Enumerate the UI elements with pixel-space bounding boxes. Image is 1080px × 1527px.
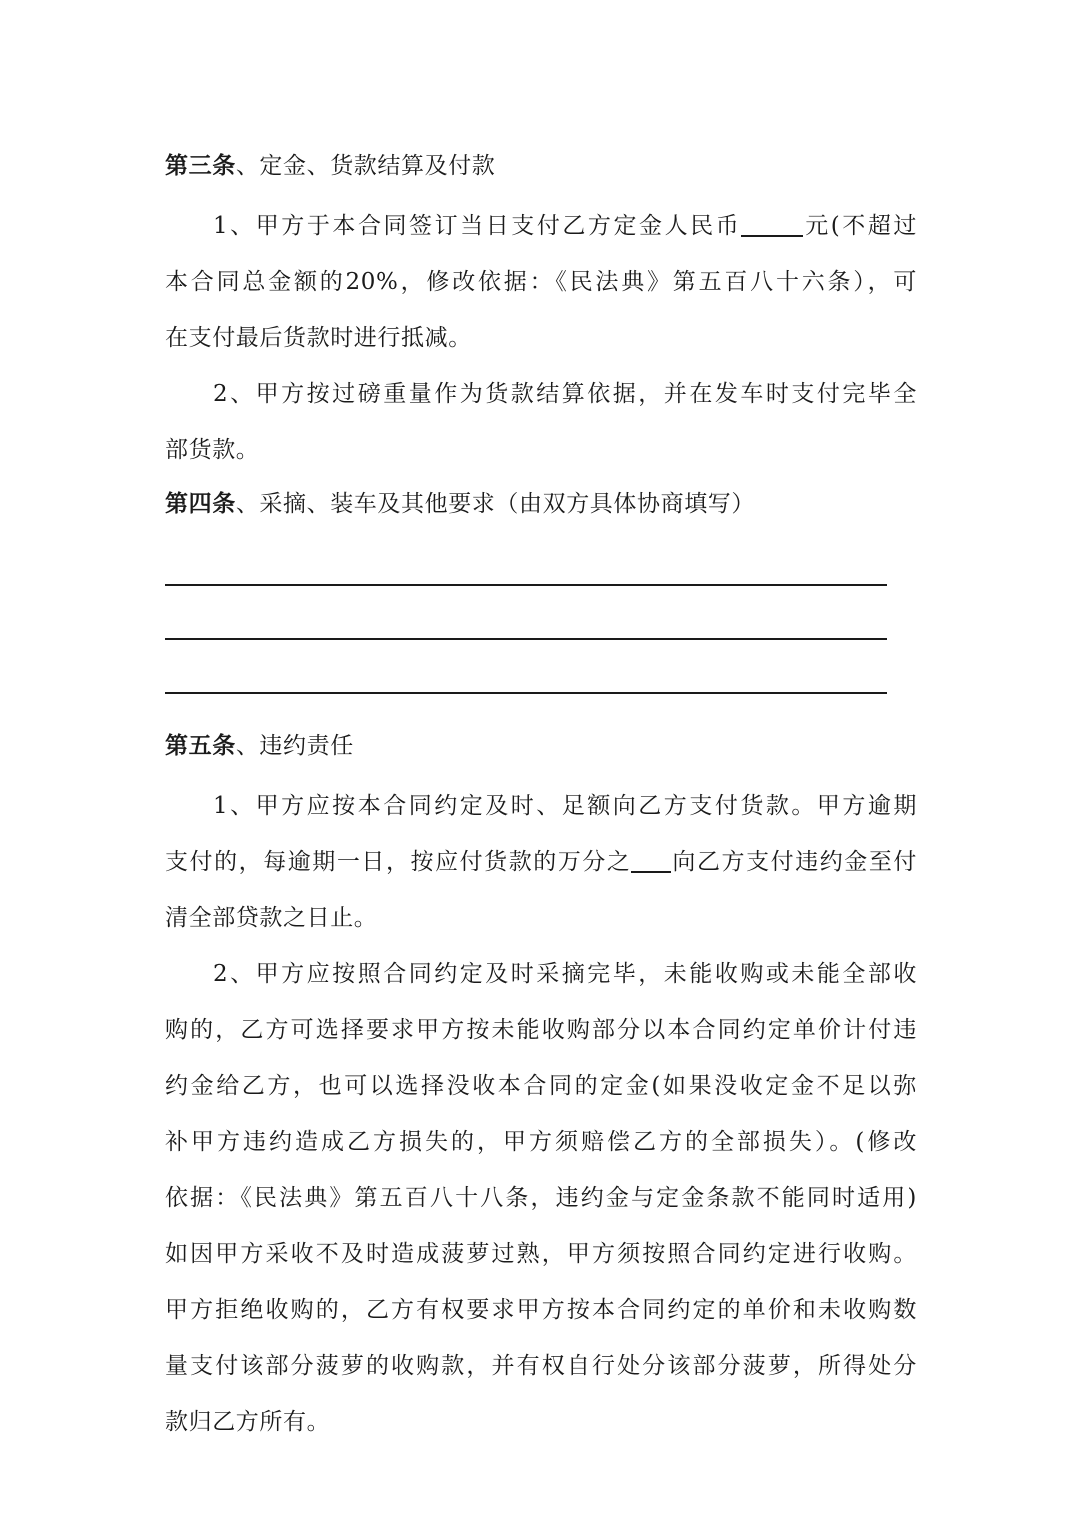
article3-title: 、定金、货款结算及付款 <box>235 153 496 179</box>
article3-p2-line2: 部货款。 <box>165 437 260 463</box>
article3-label: 第三条 <box>165 152 236 179</box>
article5-p2-line6: 如因甲方采收不及时造成菠萝过熟，甲方须按照合同约定进行收购。 <box>165 1241 917 1267</box>
article3-heading <box>165 140 917 192</box>
article5-p1-line1: 1、甲方应按本合同约定及时、足额向乙方支付货款。甲方逾期 <box>213 793 917 819</box>
article4-label: 第四条 <box>165 490 236 517</box>
article5-p2-line8: 量支付该部分菠萝的收购款，并有权自行处分该部分菠萝，所得处分 <box>165 1353 917 1379</box>
penalty-rate-blank <box>631 845 671 873</box>
article5-p2-line1: 2、甲方应按照合同约定及时采摘完毕，未能收购或未能全部收 <box>213 961 917 987</box>
article4-title: 、采摘、装车及其他要求（由双方具体协商填写） <box>235 491 756 517</box>
article5-p1-line2 <box>165 834 917 890</box>
article5-p1-line3: 清全部贷款之日止。 <box>165 905 378 931</box>
fill-line-1 <box>165 532 887 586</box>
fill-line-2 <box>165 586 887 640</box>
article3-p1-text-a: 1、甲方于本合同签订当日支付乙方定金人民币 <box>213 213 742 239</box>
article5-label: 第五条 <box>165 732 236 759</box>
deposit-amount-blank <box>741 209 803 237</box>
contract-page <box>165 140 917 1450</box>
article3-p1-line1 <box>165 198 917 254</box>
article5-p2-line5: 依据：《民法典》第五百八十八条，违约金与定金条款不能同时适用) <box>165 1185 917 1211</box>
article5-p2-line3: 约金给乙方，也可以选择没收本合同的定金(如果没收定金不足以弥 <box>165 1073 917 1099</box>
article5-p2-line2: 购的，乙方可选择要求甲方按未能收购部分以本合同约定单价计付违 <box>165 1017 917 1043</box>
article5-p2-line7: 甲方拒绝收购的，乙方有权要求甲方按本合同约定的单价和未收购数 <box>165 1297 917 1323</box>
article5-heading <box>165 720 917 772</box>
article3-p2-line1: 2、甲方按过磅重量作为货款结算依据，并在发车时支付完毕全 <box>213 381 917 407</box>
article3-p1-line3: 在支付最后货款时进行抵减。 <box>165 325 472 351</box>
article3-p1-line2: 本合同总金额的20%，修改依据：《民法典》第五百八十六条），可 <box>165 269 917 295</box>
fill-line-3 <box>165 640 887 694</box>
article3-p1-text-b: 元(不超过 <box>803 213 917 239</box>
article5-p1-text-a: 支付的，每逾期一日，按应付货款的万分之 <box>165 849 632 875</box>
article4-fill-lines <box>165 532 917 694</box>
article4-heading <box>165 478 917 530</box>
article5-title: 、违约责任 <box>235 733 354 759</box>
article5-p2-line4: 补甲方违约造成乙方损失的，甲方须赔偿乙方的全部损失）。(修改 <box>165 1129 917 1155</box>
article5-p2-line9: 款归乙方所有。 <box>165 1409 331 1435</box>
article5-p1-text-b: 向乙方支付违约金至付 <box>671 849 917 875</box>
